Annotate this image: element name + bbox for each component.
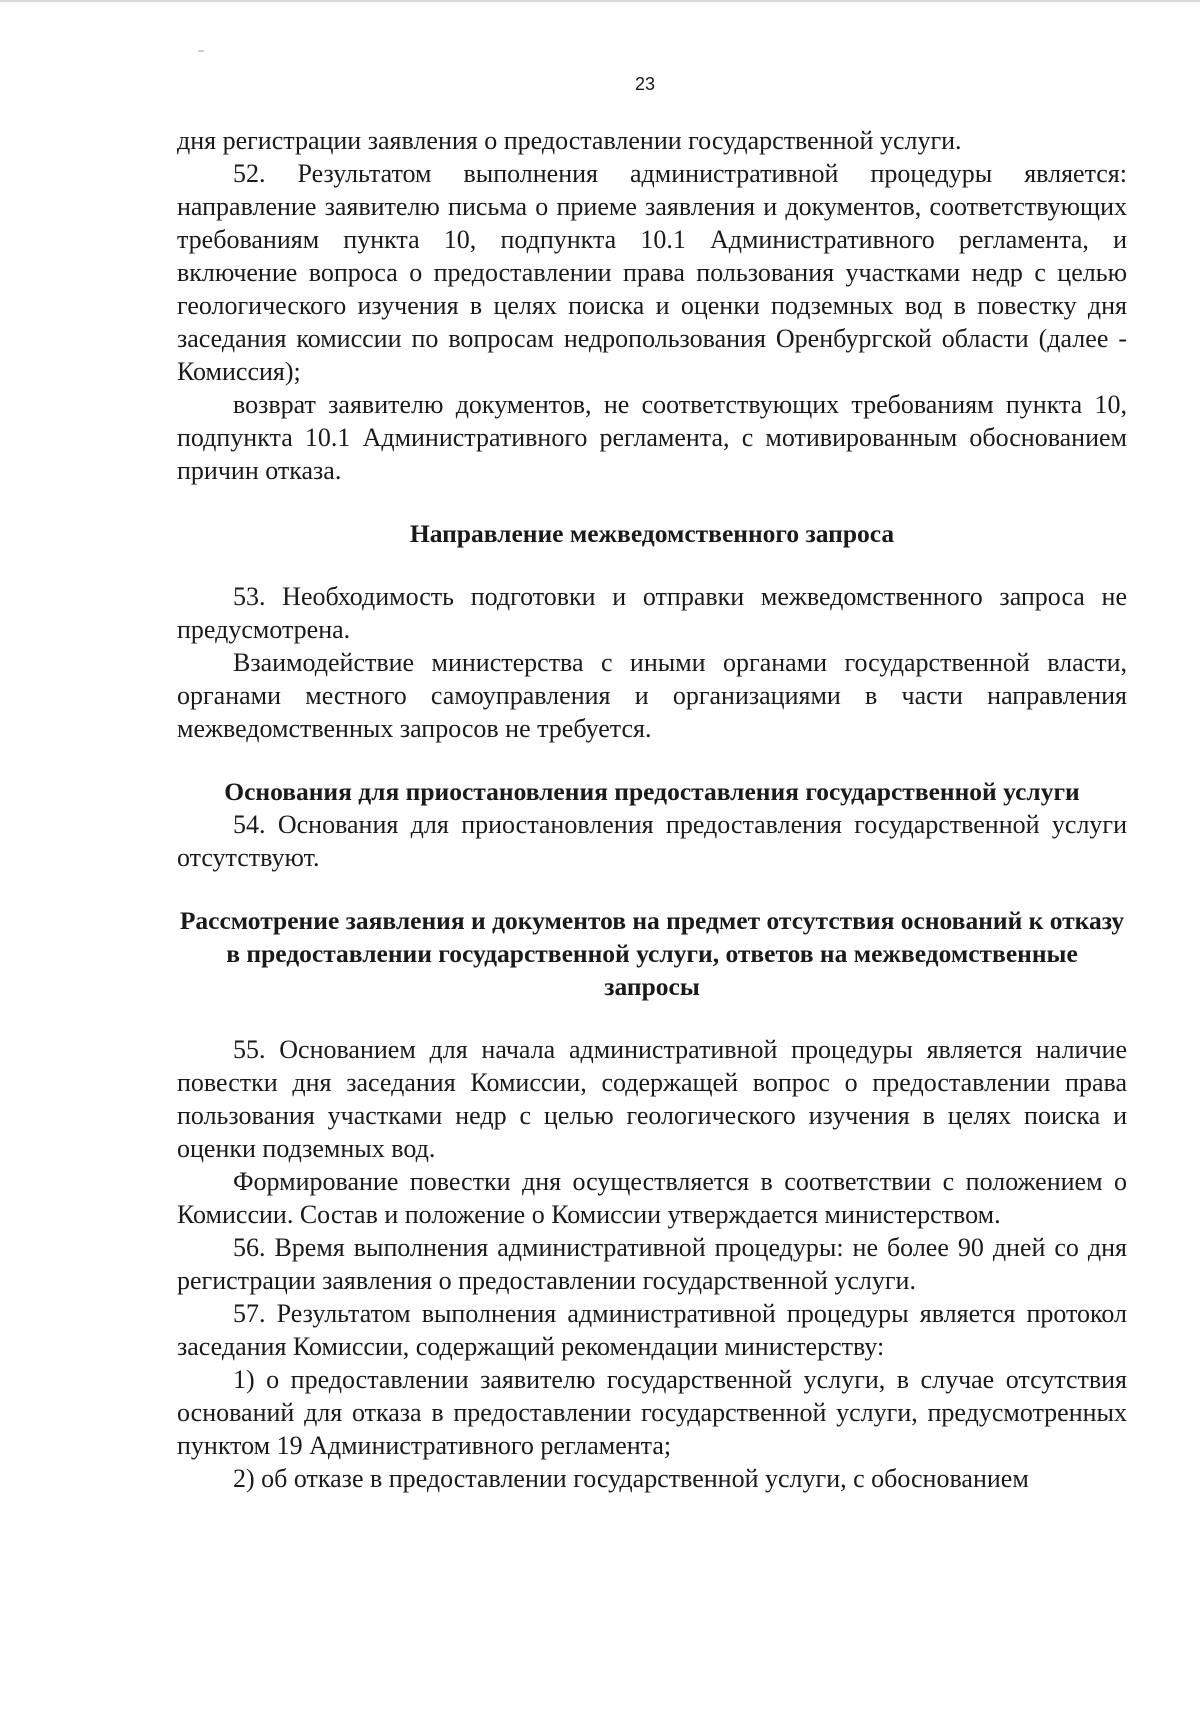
paragraph: 54. Основания для приостановления предоставления государственной услуги отсутствуют.: [177, 810, 1127, 872]
paragraph: 1) о предоставлении заявителю государственной услуги, в случае отсутствия оснований для отказа в предоставлении государственной услуги, предусмотренных пунктом 19 Административного регламента;: [177, 1365, 1127, 1460]
paragraph: Формирование повестки дня осуществляется в соответствии с положением о Комиссии. Состав и положение о Комиссии утверждается министерством.: [177, 1167, 1127, 1229]
paragraph: 52. Результатом выполнения административной процедуры является: направление заявителю письма о приеме заявления и документов, соответствующих требованиям пункта 10, подпункта 10.1 Административного регламента, и включение вопроса о предоставлении права пользования участками недр с целью геологического изучения в целях поиска и оценки подземных вод в повестку дня заседания комиссии по вопросам недропользования Оренбургской области (далее - Комиссия);: [177, 159, 1127, 386]
paragraph: 57. Результатом выполнения административной процедуры является протокол заседания Комиссии, содержащий рекомендации министерству:: [177, 1299, 1127, 1361]
section-heading: Рассмотрение заявления и документов на предмет отсутствия оснований к отказу в предоставлении государственной услуги, ответов на межведомственные запросы: [179, 906, 1125, 1001]
page-number: 23: [634, 74, 656, 94]
document-body: [177, 124, 1127, 1495]
paragraph: 55. Основанием для начала административной процедуры является наличие повестки дня заседания Комиссии, содержащей вопрос о предоставлении права пользования участками недр с целью геологического изучения в целях поиска и оценки подземных вод.: [177, 1035, 1127, 1163]
paragraph: Взаимодействие министерства с иными органами государственной власти, органами местного самоуправления и организациями в части направления межведомственных запросов не требуется.: [177, 648, 1127, 743]
paragraph: 56. Время выполнения административной процедуры: не более 90 дней со дня регистрации заявления о предоставлении государственной услуги.: [177, 1233, 1127, 1295]
scan-edge-line: [0, 0, 1200, 2]
paragraph: 53. Необходимость подготовки и отправки межведомственного запроса не предусмотрена.: [177, 582, 1127, 644]
spacer: [177, 550, 1127, 580]
scan-speck: [198, 50, 204, 52]
spacer: [177, 745, 1127, 775]
paragraph: 2) об отказе в предоставлении государственной услуги, с обоснованием: [233, 1464, 1029, 1493]
section-heading: Основания для приостановления предоставления государственной услуги: [224, 777, 1080, 806]
spacer: [177, 874, 1127, 904]
paragraph: возврат заявителю документов, не соответствующих требованиям пункта 10, подпункта 10.1 Административного регламента, с мотивированным обоснованием причин отказа.: [177, 390, 1127, 485]
spacer: [177, 1003, 1127, 1033]
spacer: [177, 487, 1127, 517]
paragraph: дня регистрации заявления о предоставлении государственной услуги.: [177, 126, 962, 155]
section-heading: Направление межведомственного запроса: [409, 519, 895, 548]
